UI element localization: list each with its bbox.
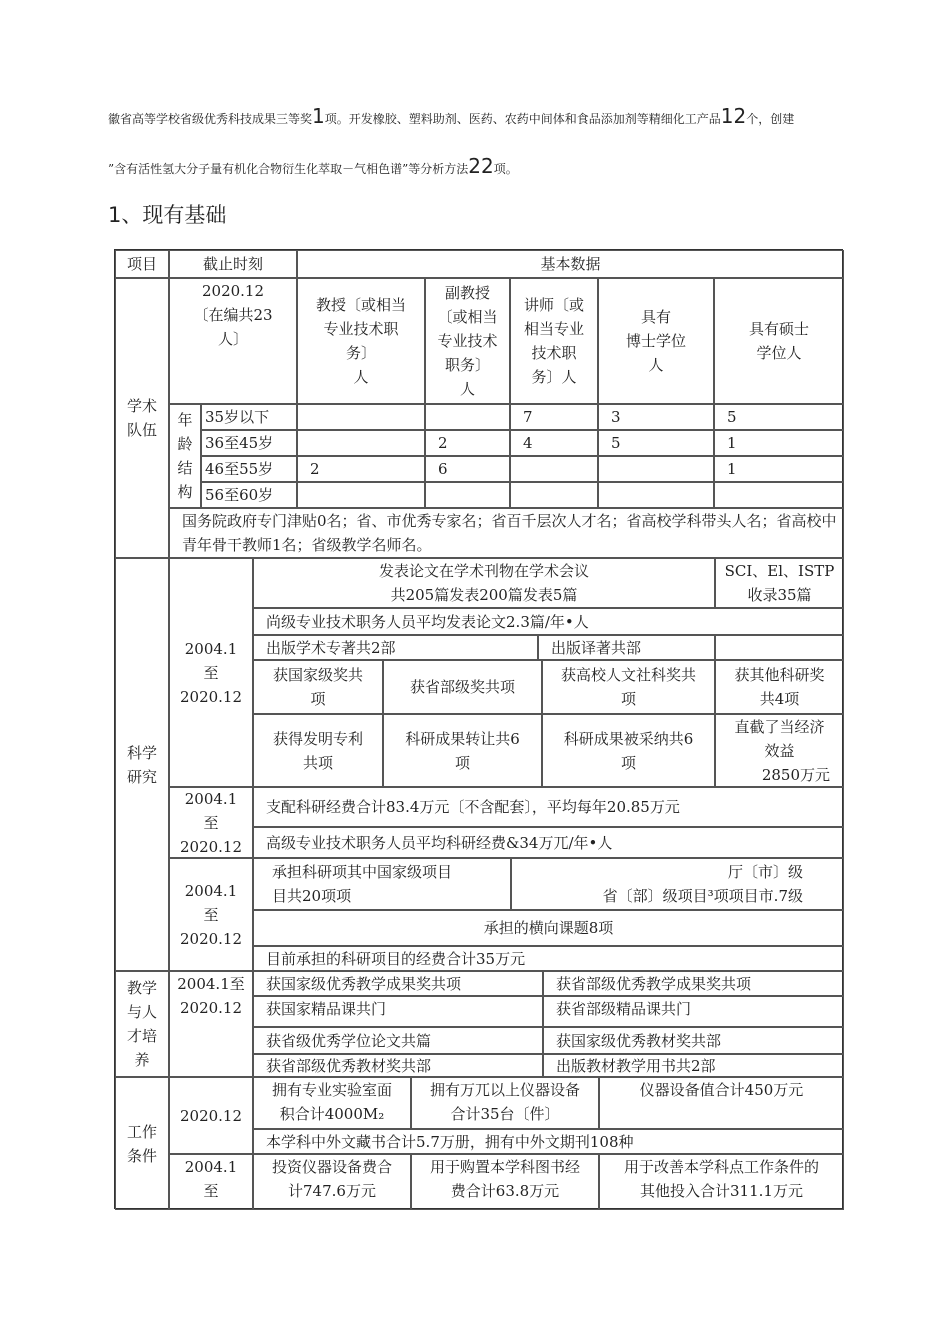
award-national: 获国家级奖共 项 [253, 660, 383, 714]
economic-benefit-label: 直截了当经济 效益 [734, 717, 825, 760]
provincial-quality-courses: 获省部级精品课共门 [543, 996, 844, 1027]
intro-number: 22 [468, 154, 494, 178]
header-basic-data: 基本数据 [297, 250, 844, 278]
teaching-label: 教学 与人 才培 养 [115, 971, 169, 1077]
age-cell [297, 430, 425, 456]
avg-papers: 尚级专业技术职务人员平均发表论文2.3篇/年•人 [253, 608, 844, 635]
age-cell [297, 482, 425, 508]
economic-benefit-amount: 2850万元 [761, 765, 830, 784]
monographs: 出版学术专著共2部 [253, 635, 538, 660]
teaching-award-provincial: 获省部级优秀教学成果奖共项 [543, 971, 844, 996]
library-funds: 用于购置本学科图书经 费合计63.8万元 [411, 1154, 599, 1210]
basics-table [114, 249, 843, 1209]
age-structure-label: 年 龄 结 构 [169, 404, 201, 508]
translations: 出版译著共部 [538, 635, 715, 660]
national-quality-courses: 获国家精品课共门 [253, 996, 543, 1027]
projects-national: 承担科研项其中国家级项目 目共20项项 [253, 858, 511, 910]
intro-text: 个，创建 [746, 112, 795, 126]
intro-text: 项。开发橡胶、塑料助剂、医药、农药中间体和食品添加剂等精细化工产品 [324, 112, 721, 126]
projects-provincial: 厅〔市〕级 省〔部〕级项目³项项目市.7级 [511, 858, 844, 910]
age-cell: 6 [425, 456, 510, 482]
sci-indexed: SCI、El、ISTP 收录35篇 [715, 558, 844, 608]
col-professor: 教授〔或相当 专业技术职 务〕 人 [297, 278, 425, 404]
teaching-date: 2004.1至 2020.12 [169, 971, 253, 1077]
lab-area: 拥有专业实验室面 积合计4000M₂ [253, 1077, 411, 1129]
section-heading: 1、现有基础 [108, 203, 227, 227]
col-associate-professor: 副教授 〔或相当 专业技术 职务〕 人 [425, 278, 510, 404]
age-row-label: 46至55岁 [201, 456, 297, 482]
header-date: 截止时刻 [169, 250, 297, 278]
age-cell: 5 [598, 430, 714, 456]
current-project-funds: 目前承担的科研项目的经费合计35万元 [253, 946, 844, 971]
talents-summary: 国务院政府专门津贴0名；省、市优秀专家名；省百千层次人才名；省高校学科带头人名；省高校中青年骨干教师1名；省级教学名师名。 [169, 508, 844, 558]
age-row-label: 56至60岁 [201, 482, 297, 508]
excellent-theses: 获省级优秀学位论文共篇 [253, 1027, 543, 1054]
conditions-date-1: 2020.12 [169, 1077, 253, 1154]
instrument-investment: 投资仪器设备费合 计747.6万元 [253, 1154, 411, 1210]
age-cell [714, 482, 844, 508]
intro-number: 1 [312, 104, 325, 128]
textbooks-published: 出版教材教学用书共2部 [543, 1054, 844, 1077]
award-provincial: 获省部级奖共项 [383, 660, 542, 714]
research-funds: 支配科研经费合计83.4万元〔不含配套〕，平均每年20.85万元 [253, 787, 844, 827]
avg-research-funds: 高级专业技术职务人员平均科研经费&34万兀/年•人 [253, 827, 844, 858]
award-humanities: 获高校人文社科奖共 项 [542, 660, 715, 714]
intro-text: 徽省高等学校省级优秀科技成果三等奖 [108, 112, 313, 126]
instruments-count: 拥有万兀以上仪器设备 合计35台〔件〕 [411, 1077, 599, 1129]
library-holdings: 本学科中外文藏书合计5.7万册，拥有中外文期刊108种 [253, 1129, 844, 1154]
age-cell [510, 456, 598, 482]
age-cell: 2 [425, 430, 510, 456]
age-cell [598, 482, 714, 508]
academic-team-label: 学术 队伍 [115, 278, 169, 558]
economic-benefit [715, 714, 844, 787]
age-row-label: 36至45岁 [201, 430, 297, 456]
other-investment: 用于改善本学科点工作条件的 其他投入合计311.1万元 [599, 1154, 844, 1210]
age-cell [598, 456, 714, 482]
intro-line-2 [108, 154, 518, 178]
conditions-date-2: 2004.1 至 [169, 1154, 253, 1210]
age-cell [297, 404, 425, 430]
col-lecturer: 讲师〔或 相当专业 技术职 务〕人 [510, 278, 598, 404]
intro-text: 项。 [493, 162, 518, 176]
intro-number: 12 [720, 104, 747, 128]
horizontal-projects: 承担的横向课题8项 [253, 910, 844, 946]
conditions-label: 工作 条件 [115, 1077, 169, 1210]
research-label: 科学 研究 [115, 558, 169, 971]
age-cell [425, 482, 510, 508]
academic-date: 2020.12 〔在编共23 人〕 [169, 278, 297, 404]
col-master: 具有硕士 学位人 [714, 278, 844, 404]
col-phd: 具有 博士学位 人 [598, 278, 714, 404]
age-cell [425, 404, 510, 430]
age-cell: 3 [598, 404, 714, 430]
award-other: 获其他科研奖 共4项 [715, 660, 844, 714]
intro-line-1 [108, 104, 794, 128]
results-transferred: 科研成果转让共6 项 [383, 714, 542, 787]
research-date-3: 2004.1 至 2020.12 [169, 858, 253, 971]
teaching-award-national: 获国家级优秀教学成果奖共项 [253, 971, 543, 996]
textbook-award-national: 获国家级优秀教材奖共部 [543, 1027, 844, 1054]
age-cell: 1 [714, 456, 844, 482]
age-row-label: 35岁以下 [201, 404, 297, 430]
research-date-1: 2004.1 至 2020.12 [169, 558, 253, 787]
age-cell: 7 [510, 404, 598, 430]
intro-text: ”含有活性氢大分子量有机化合物衍生化萃取－气相色谱”等分析方法 [108, 162, 469, 176]
age-cell: 5 [714, 404, 844, 430]
research-date-2: 2004.1 至 2020.12 [169, 787, 253, 858]
invention-patents: 获得发明专利 共项 [253, 714, 383, 787]
age-cell [510, 482, 598, 508]
instruments-value: 仪器设备值合计450万元 [599, 1077, 844, 1129]
age-cell: 1 [714, 430, 844, 456]
empty-cell [715, 635, 844, 660]
textbook-award-provincial: 获省部级优秀教材奖共部 [253, 1054, 543, 1077]
results-adopted: 科研成果被采纳共6 项 [542, 714, 715, 787]
papers-published: 发表论文在学术刊物在学术会议 共205篇发表200篇发表5篇 [253, 558, 715, 608]
age-cell: 4 [510, 430, 598, 456]
age-cell: 2 [297, 456, 425, 482]
header-item: 项目 [115, 250, 169, 278]
